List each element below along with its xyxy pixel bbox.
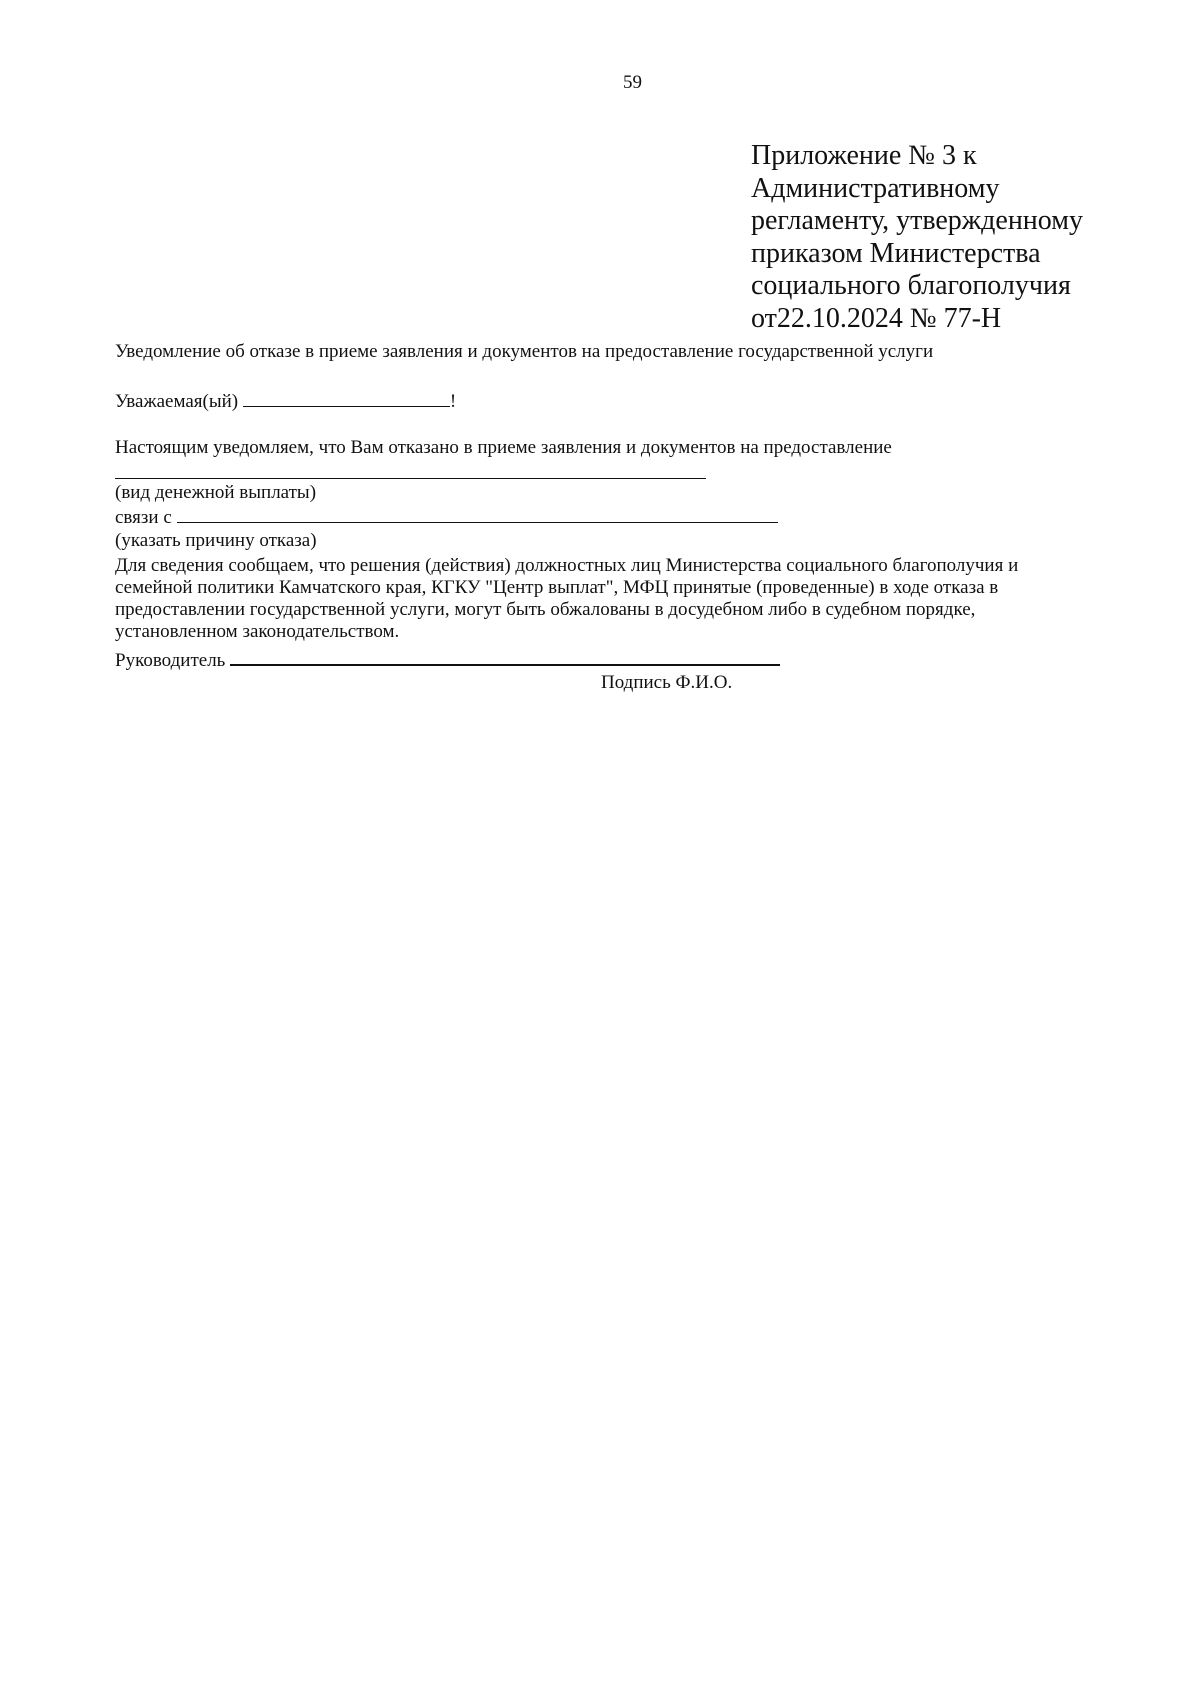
greeting-line xyxy=(115,390,456,413)
payment-type-blank-field[interactable] xyxy=(115,478,706,479)
appendix-line: социального благополучия xyxy=(751,270,1071,301)
appeal-line: предоставлении государственной услуги, могут быть обжалованы в досудебном либо в судебном порядке, xyxy=(115,599,976,620)
appeal-line: установленном законодательством. xyxy=(115,621,400,642)
greeting-prefix: Уважаемая(ый) xyxy=(115,391,239,412)
signature-caption: Подпись Ф.И.О. xyxy=(601,672,733,693)
reason-caption: (указать причину отказа) xyxy=(115,530,317,551)
reason-blank-field[interactable] xyxy=(177,506,778,523)
appendix-line: регламенту, утвержденному xyxy=(751,205,1083,236)
signature-blank-field[interactable] xyxy=(230,648,780,666)
appeal-paragraph xyxy=(115,555,1105,643)
page-number: 59 xyxy=(623,72,642,93)
appendix-header xyxy=(751,140,1171,335)
appendix-line: от22.10.2024 № 77-Н xyxy=(751,302,1002,334)
appeal-line: Для сведения сообщаем, что решения (действия) должностных лиц Министерства социального благополучия и xyxy=(115,555,1019,576)
signature-label: Руководитель xyxy=(115,650,226,671)
reason-prefix: связи с xyxy=(115,507,172,528)
reason-line xyxy=(115,506,778,529)
appendix-line: Приложение № 3 к xyxy=(751,140,977,171)
appendix-line: Административному xyxy=(751,172,1000,204)
greeting-suffix: ! xyxy=(449,391,457,412)
signature-line xyxy=(115,648,780,672)
appendix-line: приказом Министерства xyxy=(751,237,1041,269)
notice-title: Уведомление об отказе в приеме заявления и документов на предоставление государственной услуги xyxy=(115,341,934,362)
appeal-line: семейной политики Камчатского края, КГКУ "Центр выплат", МФЦ принятые (проведенные) в ходе отказа в xyxy=(115,577,999,598)
intro-text: Настоящим уведомляем, что Вам отказано в приеме заявления и документов на предоставление xyxy=(115,437,892,458)
addressee-blank-field[interactable] xyxy=(243,390,450,407)
payment-type-caption: (вид денежной выплаты) xyxy=(115,482,317,503)
